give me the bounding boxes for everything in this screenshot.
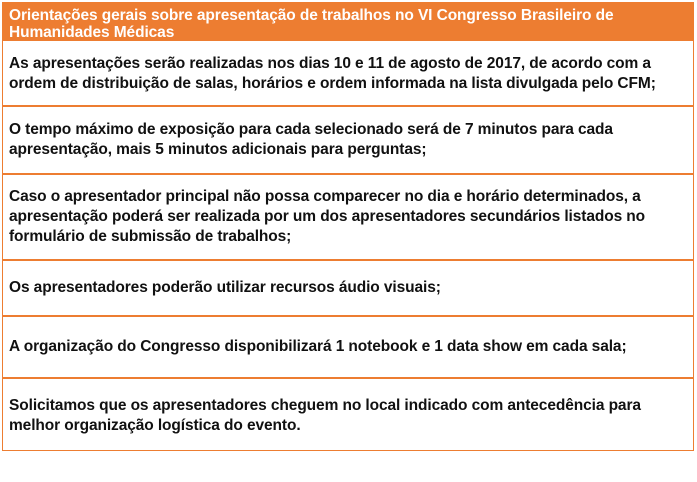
table-row [3, 39, 693, 105]
table-row [3, 377, 693, 450]
guidelines-table [2, 2, 694, 451]
row-text: A organização do Congresso disponibilizará 1 notebook e 1 data show em cada sala; [9, 338, 627, 355]
row-text: Os apresentadores poderão utilizar recursos áudio visuais; [9, 279, 441, 296]
table-row [3, 173, 693, 259]
row-text: As apresentações serão realizadas nos dias 10 e 11 de agosto de 2017, de acordo com a ordem de distribuição de salas, horários e ordem informada na lista divulgada pelo CFM; [9, 55, 656, 92]
table-row [3, 315, 693, 377]
table-header [3, 3, 693, 39]
table-row [3, 259, 693, 315]
row-text: Caso o apresentador principal não possa comparecer no dia e horário determinados, a apresentação poderá ser realizada por um dos apresentadores secundários listados no formulário de submissão de trabalhos; [9, 188, 646, 245]
row-text: Solicitamos que os apresentadores cheguem no local indicado com antecedência para melhor organização logística do evento. [9, 397, 641, 434]
table-title: Orientações gerais sobre apresentação de trabalhos no VI Congresso Brasileiro de Humanidades Médicas [9, 7, 614, 41]
table-row [3, 105, 693, 173]
row-text: O tempo máximo de exposição para cada selecionado será de 7 minutos para cada apresentação, mais 5 minutos adicionais para perguntas; [9, 121, 613, 158]
